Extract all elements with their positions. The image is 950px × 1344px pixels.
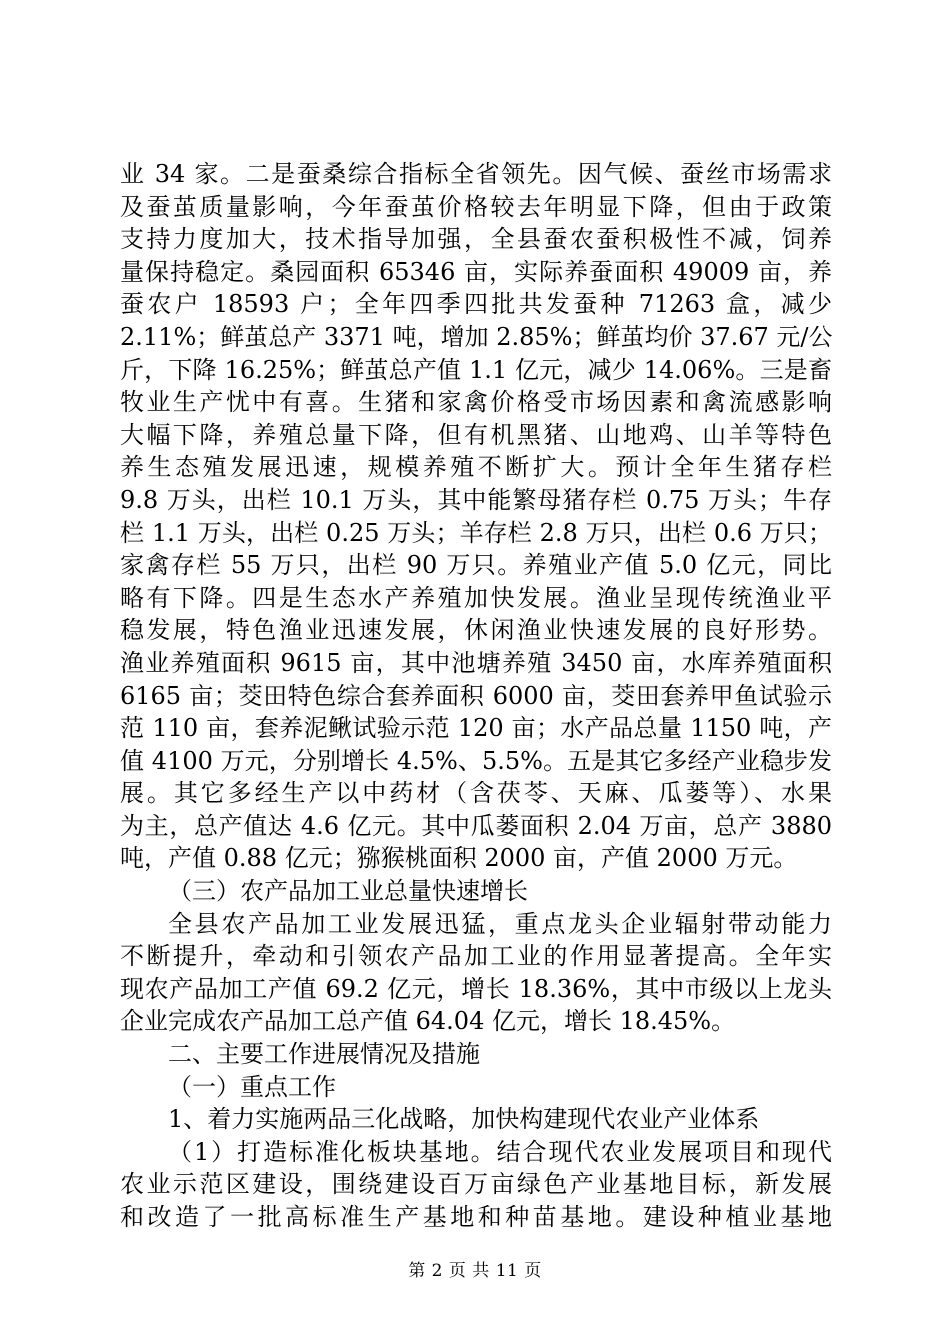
section-heading: 二、主要工作进展情况及措施: [168, 1040, 480, 1069]
paragraph-line: 牧业生产忧中有喜。生猪和家禽价格受市场因素和禽流感影响: [120, 388, 832, 417]
paragraph-line: 不断提升，牵动和引领农产品加工业的作用显著提高。全年实: [120, 942, 832, 971]
paragraph-line: 6165 亩；茭田特色综合套养面积 6000 亩，茭田套养甲鱼试验示: [120, 681, 832, 710]
paragraph-line: 家禽存栏 55 万只，出栏 90 万只。养殖业产值 5.0 亿元，同比: [120, 551, 832, 580]
paragraph-line: 9.8 万头，出栏 10.1 万头，其中能繁母猪存栏 0.75 万头；牛存: [120, 485, 832, 514]
paragraph-line: 支持力度加大，技术指导加强，全县蚕农蚕积极性不减，饲养: [120, 225, 832, 254]
paragraph-line: 略有下降。四是生态水产养殖加快发展。渔业呈现传统渔业平: [120, 583, 832, 612]
paragraph-line: 和改造了一批高标准生产基地和种苗基地。建设种植业基地: [120, 1203, 832, 1231]
section-heading: （一）重点工作: [168, 1072, 336, 1101]
paragraph-line: 业 34 家。二是蚕桑综合指标全省领先。因气候、蚕丝市场需求: [120, 160, 832, 188]
paragraph-line: 渔业养殖面积 9615 亩，其中池塘养殖 3450 亩，水库养殖面积: [120, 648, 832, 677]
paragraph-line: 及蚕茧质量影响，今年蚕茧价格较去年明显下降，但由于政策: [120, 192, 832, 221]
paragraph-line: 斤，下降 16.25%；鲜茧总产值 1.1 亿元，减少 14.06%。三是畜: [120, 355, 832, 384]
paragraph-line: （1）打造标准化板块基地。结合现代农业发展项目和现代: [168, 1137, 832, 1166]
paragraph-line: 2.11%；鲜茧总产 3371 吨，增加 2.85%；鲜茧均价 37.67 元/公: [120, 322, 832, 351]
paragraph-line: 大幅下降，养殖总量下降，但有机黑猪、山地鸡、山羊等特色: [120, 420, 832, 449]
section-heading: （三）农产品加工业总量快速增长: [168, 877, 528, 906]
paragraph-line: 农业示范区建设，围绕建设百万亩绿色产业基地目标，新发展: [120, 1170, 832, 1199]
paragraph-line: 范 110 亩，套养泥鳅试验示范 120 亩；水产品总量 1150 吨，产: [120, 714, 832, 743]
paragraph-line: 全县农产品加工业发展迅猛，重点龙头企业辐射带动能力: [168, 909, 832, 938]
paragraph-line: 量保持稳定。桑园面积 65346 亩，实际养蚕面积 49009 亩，养: [120, 257, 832, 286]
paragraph-line: 栏 1.1 万头，出栏 0.25 万头；羊存栏 2.8 万只，出栏 0.6 万只；: [120, 518, 832, 547]
paragraph-line: 为主，总产值达 4.6 亿元。其中瓜蒌面积 2.04 万亩，总产 3880: [120, 811, 832, 840]
paragraph-line: 吨，产值 0.88 亿元；猕猴桃面积 2000 亩，产值 2000 万元。: [120, 844, 798, 873]
page-number-footer: 第 2 页 共 11 页: [408, 1261, 542, 1281]
paragraph-line: 蚕农户 18593 户；全年四季四批共发蚕种 71263 盒，减少: [120, 290, 832, 319]
subsection-heading: 1、着力实施两品三化战略，加快构建现代农业产业体系: [168, 1105, 760, 1134]
paragraph-line: 展。其它多经生产以中药材（含茯苓、天麻、瓜蒌等）、水果: [120, 779, 832, 808]
document-body: [120, 158, 832, 1234]
paragraph-line: 企业完成农产品加工总产值 64.04 亿元，增长 18.45%。: [120, 1007, 736, 1036]
paragraph-line: 稳发展，特色渔业迅速发展，休闲渔业快速发展的良好形势。: [120, 616, 832, 645]
paragraph-line: 养生态殖发展迅速，规模养殖不断扩大。预计全年生猪存栏: [120, 453, 832, 482]
paragraph-line: 现农产品加工产值 69.2 亿元，增长 18.36%，其中市级以上龙头: [120, 974, 832, 1003]
paragraph-line: 值 4100 万元，分别增长 4.5%、5.5%。五是其它多经产业稳步发: [120, 746, 832, 775]
